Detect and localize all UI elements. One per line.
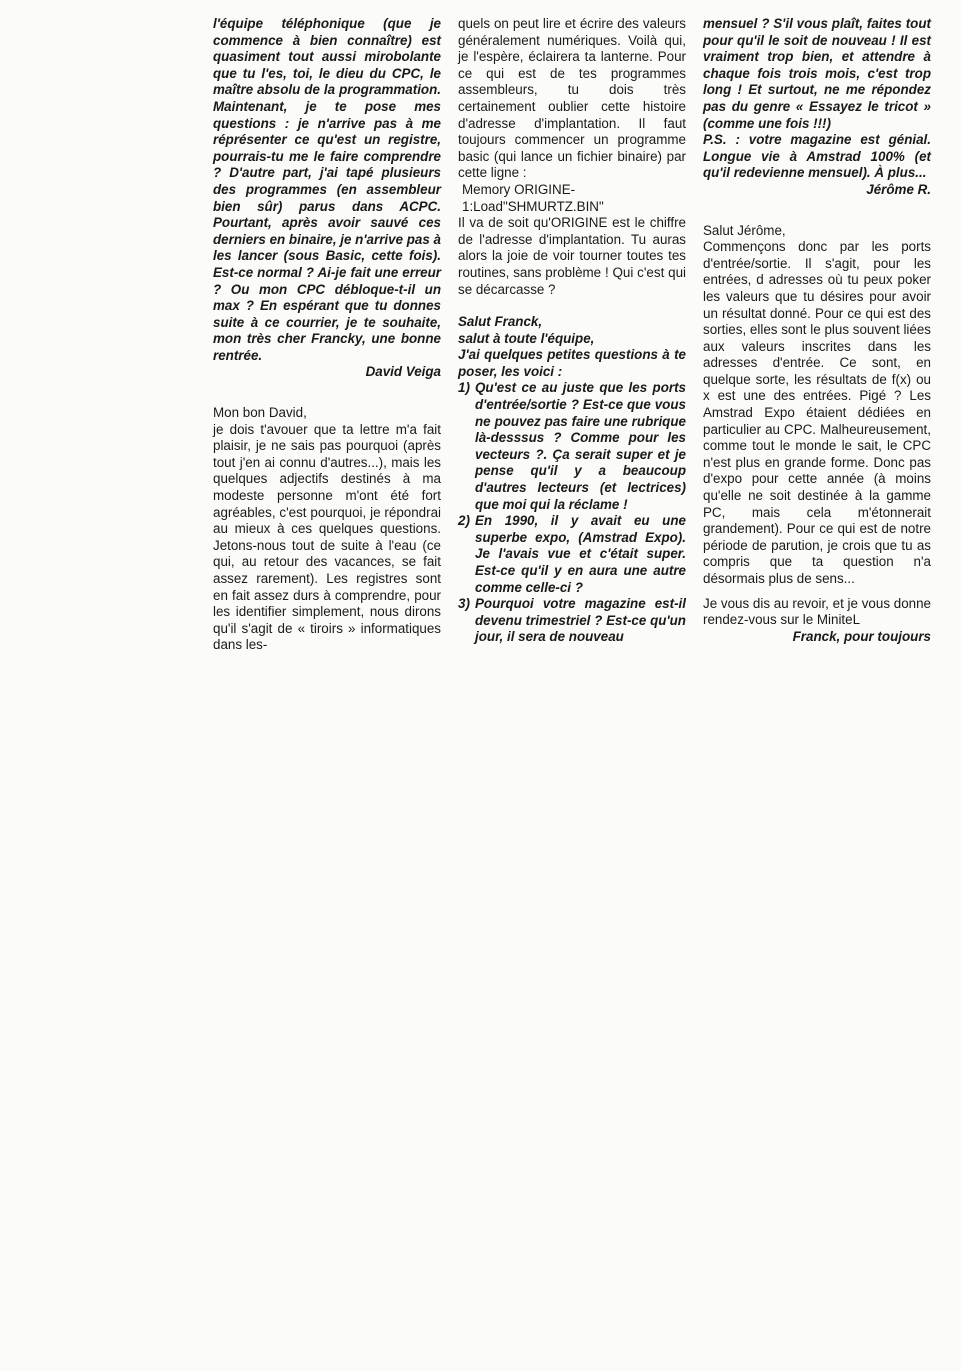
reply-body-jerome: Commençons donc par les ports d'entrée/sortie. Il s'agit, pour les entrées, d adresses où tu peux poker les valeurs que tu désires pour avoir un résultat donné. Pour ce qui est des sorties, elles sont le plus souvent liées aux valeurs inscrites dans les adresses d'entrée. Ce sont, en quelque sorte, les résultats de f(x) ou x est une des entrées. Pigé ? Les Amstrad Expo étaient dédiées en particulier au CPC. Malheureusement, comme tout le monde le sait, le CPC n'est plus en grande forme. Donc pas d'expo pour cette année (à moins qu'elle ne soit destinée à la gamme PC, mais cela m'étonnerait grandement). Pour ce qui est de notre période de parution, je crois que tu as compris que ta question n'a désormais plus de sens... <box>703 239 931 586</box>
letter-greeting-team: salut à toute l'équipe, <box>458 330 595 346</box>
question-text: En 1990, il y avait eu une superbe expo, (Amstrad Expo). Je l'avais vue et c'était super. Est-ce qu'il y en aura une autre comme celle-ci ? <box>475 513 686 595</box>
basic-code-line-1: Memory ORIGINE- <box>462 181 576 197</box>
letter-signature-david: David Veiga <box>365 364 441 380</box>
letter-signature-jerome: Jérôme R. <box>866 181 931 197</box>
letter-continuation-jerome: mensuel ? S'il vous plaît, faites tout pour qu'il le soit de nouveau ! Il est vraiment trop bien, et attendre à chaque fois trois mois, c'est trop long ! Et surtout, ne me répondez pas du genre « Essayez le tricot » (comme une fois !!!) <box>703 16 931 131</box>
reply-greeting-david: Mon bon David, <box>213 405 307 421</box>
reply-closing: Je vous dis au revoir, et je vous donne rendez-vous sur le MiniteL <box>703 595 931 628</box>
reply-end-david: Il va de soit qu'ORIGINE est le chiffre de l'adresse d'implantation. Tu auras alors la joie de voir tourner toutes tes routines, sans problème ! Qui c'est qui se décarcasse ? <box>458 215 686 297</box>
spacer <box>703 199 931 215</box>
question-text: Qu'est ce au juste que les ports d'entrée/sortie ? Est-ce que vous ne pouvez pas faire une rubrique là-desssus ? Comme pour les vecteurs ?. Ça serait super et je pense qu'il y a beaucoup d'autres lecteurs (et lectrices) que moi qui la réclame ! <box>475 380 686 512</box>
text-column-1 <box>213 16 441 654</box>
reply-body-david: je dois t'avouer que ta lettre m'a fait plaisir, je ne sais pas pourquoi (après tout j'en ai connu d'autres...), mais les quelques adjectifs destinés à ma modeste personne m'ont été fort agréables, c'est pourquoi, je répondrai au mieux à ces quelques questions. Jetons-nous tout de suite à l'eau (ce qui, au retour des vacances, se fait assez rarement). Les registres sont en fait assez durs à comprendre, pour les identifier simplement, nous dirons qu'il s'agit de « tiroirs » informatiques dans les- <box>213 421 441 653</box>
letter-greeting-franck: Salut Franck, <box>458 314 543 330</box>
spacer <box>213 381 441 397</box>
letter-postscript-jerome: P.S. : votre magazine est génial. Longue vie à Amstrad 100% (et qu'il redevienne mensuel). À plus... <box>703 132 931 181</box>
reply-greeting-jerome: Salut Jérôme, <box>703 222 786 238</box>
question-number: 2) <box>458 513 470 529</box>
question-text: Pourquoi votre magazine est-il devenu trimestriel ? Est-ce qu'un jour, il sera de nouveau <box>475 596 686 645</box>
spacer <box>703 588 931 596</box>
text-column-3 <box>703 16 931 645</box>
question-list <box>458 380 686 646</box>
text-column-2 <box>458 16 686 646</box>
question-number: 3) <box>458 596 470 612</box>
question-item <box>458 513 686 596</box>
question-item <box>458 380 686 513</box>
reply-continuation-david: quels on peut lire et écrire des valeurs généralement numériques. Voilà qui, je l'espère, éclairera ta lanterne. Pour ce qui est de tes programmes assembleurs, tu dois très certainement oublier cette histoire d'adresse d'implantation. Il faut toujours commencer un programme basic (qui lance un fichier binaire) par cette ligne : <box>458 16 686 181</box>
spacer <box>213 397 441 405</box>
spacer <box>703 215 931 223</box>
basic-code-line-2: 1:Load"SHMURTZ.BIN" <box>462 198 604 214</box>
spacer <box>458 298 686 314</box>
reply-signature-franck: Franck, pour toujours <box>792 628 931 644</box>
letter-intro-jerome: J'ai quelques petites questions à te poser, les voici : <box>458 347 686 379</box>
question-item <box>458 596 686 646</box>
reader-letter-david: l'équipe téléphonique (que je commence à bien connaître) est quasiment tout aussi mirobolante que tu l'es, toi, le dieu du CPC, le maître absolu de la programmation. Maintenant, je te pose mes questions : je n'arrive pas à me réprésenter ce qu'est un registre, pourrais-tu me le faire comprendre ? D'autre part, j'ai tapé plusieurs des programmes (en assembleur bien sûr) parus dans ACPC. Pourtant, après avoir sauvé ces derniers en binaire, je n'arrive pas à les lancer (sous Basic, cette fois). Est-ce normal ? Ai-je fait une erreur ? Ou mon CPC débloque-t-il un max ? En espérant que tu donnes suite à ce courrier, je te souhaite, mon très cher Francky, une bonne rentrée. <box>213 16 441 363</box>
question-number: 1) <box>458 380 470 396</box>
